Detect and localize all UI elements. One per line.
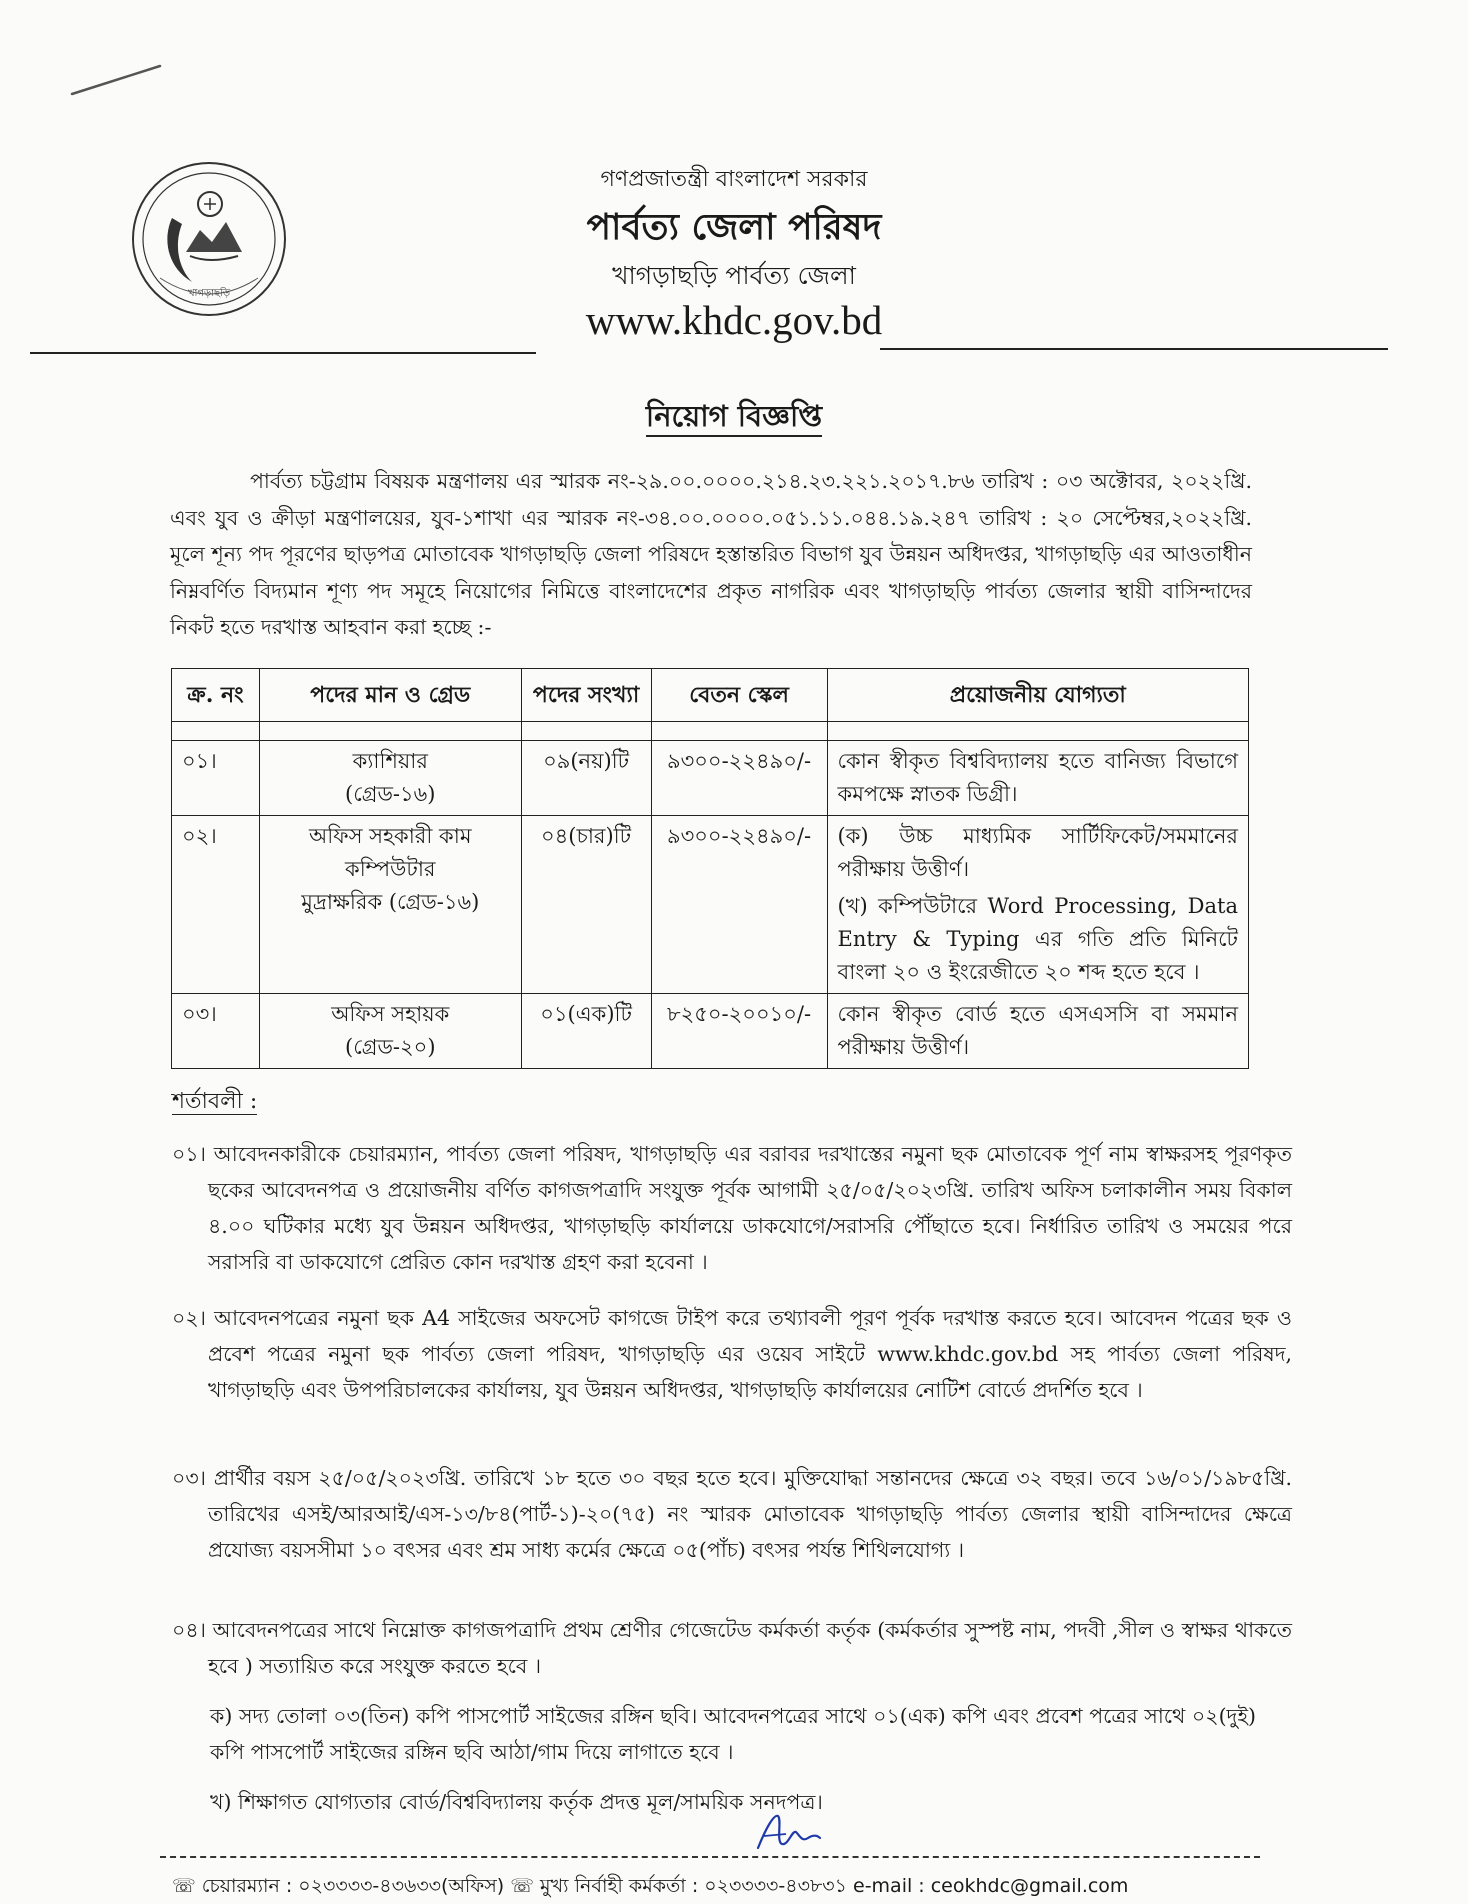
svg-text:খাগড়াছড়ি: খাগড়াছড়ি (187, 288, 231, 299)
row-qualification (827, 741, 1248, 816)
notice-title: নিয়োগ বিজ্ঞপ্তি (0, 394, 1468, 443)
condition-sub-item-kha: খ) শিক্ষাগত যোগ্যতার বোর্ড/বিশ্ববিদ্যালয় কর্তৃক প্রদত্ত মূল/সাময়িক সনদপত্র। (210, 1790, 823, 1814)
row-post (259, 816, 521, 994)
condition-item-4: ০৪। আবেদনপত্রের সাথে নিম্নোক্ত কাগজপত্রাদি প্রথম শ্রেণীর গেজেটেড কর্মকর্তা কর্তৃক (কর্মকর্তার সুস্পষ্ট নাম, পদবী ,সীল ও স্বাক্ষর থাকতে হবে ) সত্যায়িত করে সংযুক্ত করতে হবে । (172, 1618, 1292, 1678)
footer-contact: ☏ চেয়ারম্যান : ০২৩৩৩৩-৪৩৬৩৩(অফিস) ☏ মুখ্য নির্বাহী কর্মকর্তা : ০২৩৩৩৩-৪৩৮৩১ e-mail : ceokhdc@gmail.com (172, 1875, 1129, 1897)
vacancy-table (171, 668, 1249, 1069)
col-header-post: পদের মান ও গ্রেড (259, 669, 521, 722)
website-header[interactable]: www.khdc.gov.bd (585, 297, 883, 343)
col-header-serial: ক্র. নং (172, 669, 260, 722)
table-row (172, 816, 1249, 994)
handwritten-signature (752, 1808, 824, 1854)
row-scale: ৯৩০০-২২৪৯০/- (651, 741, 827, 816)
table-row (172, 741, 1249, 816)
row-qualification (827, 994, 1248, 1069)
table-row (172, 994, 1249, 1069)
col-header-scale: বেতন স্কেল (651, 669, 827, 722)
qualification-text: (খ) কম্পিউটারে Word Processing, Data Entry & Typing এর গতি প্রতি মিনিটে বাংলা ২০ ও ইংরেজীতে ২০ শব্দ হতে হবে । (837, 894, 1238, 984)
government-name: গণপ্রজাতন্ত্রী বাংলাদেশ সরকার (600, 167, 868, 192)
post-name: অফিস সহকারী কাম কম্পিউটার (309, 824, 472, 881)
condition-item-2: ০২। আবেদনপত্রের নমুনা ছক A4 সাইজের অফসেট কাগজে টাইপ করে তথ্যাবলী পূরণ পূর্বক দরখাস্ত করতে হবে। আবেদন পত্রের ছক ও প্রবেশ পত্রের নমুনা ছক পার্বত্য জেলা পরিষদ, খাগড়াছড়ি এর ওয়েব সাইটে www.khdc.gov.bd সহ পার্বত্য জেলা পরিষদ, খাগড়াছড়ি এবং উপপরিচালকের কার্যালয়, যুব উন্নয়ন অধিদপ্তর, খাগড়াছড়ি কার্যালয়ের নোটিশ বোর্ডে প্রদর্শিত হবে । (172, 1306, 1292, 1402)
condition-item-1: ০১। আবেদনকারীকে চেয়ারম্যান, পার্বত্য জেলা পরিষদ, খাগড়াছড়ি এর বরাবর দরখাস্তের নমুনা ছক মোতাবেক পূর্ণ নাম স্বাক্ষরসহ পূরণকৃত ছকের আবেদনপত্র ও প্রয়োজনীয় বর্ণিত কাগজপত্রাদি সংযুক্ত পূর্বক আগামী ২৫/০৫/২০২৩খ্রি. তারিখ অফিস চলাকালীন সময় বিকাল ৪.০০ ঘটিকার মধ্যে যুব উন্নয়ন অধিদপ্তর, খাগড়াছড়ি কার্যালয়ে ডাকযোগে/সরাসরি পৌঁছাতে হবে। নির্ধারিত তারিখ ও সময়ের পরে সরাসরি বা ডাকযোগে প্রেরিত কোন দরখাস্ত গ্রহণ করা হবেনা । (172, 1142, 1292, 1274)
condition-item-3: ০৩। প্রার্থীর বয়স ২৫/০৫/২০২৩খ্রি. তারিখে ১৮ হতে ৩০ বছর হতে হবে। মুক্তিযোদ্ধা সন্তানদের ক্ষেত্রে ৩২ বছর। তবে ১৬/০১/১৯৮৫খ্রি. তারিখের এসই/আরআই/এস-১৩/৮৪(পার্ট-১)-২০(৭৫) নং স্মারক মোতাবেক খাগড়াছড়ি পার্বত্য জেলার স্থায়ী বাসিন্দাদের ক্ষেত্রে প্রযোজ্য বয়সসীমা ১০ বৎসর এবং শ্রম সাধ্য কর্মের ক্ষেত্রে ০৫(পাঁচ) বৎসর পর্যন্ত শিথিলযোগ্য । (172, 1466, 1292, 1562)
table-spacer-row (172, 722, 1249, 741)
terms-heading: শর্তাবলী : (172, 1089, 258, 1114)
header-rule-right (880, 348, 1388, 350)
post-name: ক্যাশিয়ার (352, 749, 428, 773)
row-post (259, 994, 521, 1069)
footer-dashed-rule (160, 1856, 1260, 1858)
row-count: ০৪(চার)টি (521, 816, 651, 994)
post-grade: (গ্রেড-১৬) (345, 782, 436, 806)
post-grade: (গ্রেড-২০) (345, 1035, 436, 1059)
header-rule-left (30, 352, 536, 354)
qualification-text: কোন স্বীকৃত বিশ্ববিদ্যালয় হতে বানিজ্য বিভাগে কমপক্ষে স্নাতক ডিগ্রী। (837, 749, 1238, 806)
district-name: খাগড়াছড়ি পার্বত্য জেলা (612, 261, 856, 290)
row-qualification (827, 816, 1248, 994)
table-header-row (172, 669, 1249, 722)
row-scale: ৮২৫০-২০০১০/- (651, 994, 827, 1069)
col-header-qualification: প্রয়োজনীয় যোগ্যতা (827, 669, 1248, 722)
qualification-text: (ক) উচ্চ মাধ্যমিক সার্টিফিকেট/সমমানের পরীক্ষায় উত্তীর্ণ। (837, 824, 1238, 881)
condition-sub-item-ka: ক) সদ্য তোলা ০৩(তিন) কপি পাসপোর্ট সাইজের রঙ্গিন ছবি। আবেদনপত্রের সাথে ০১(এক) কপি এবং প্রবেশ পত্রের সাথে ০২(দুই) কপি পাসপোর্ট সাইজের রঙ্গিন ছবি আঠা/গাম দিয়ে লাগাতে হবে । (210, 1704, 1256, 1764)
row-serial: ০২। (172, 816, 260, 994)
qualification-text: কোন স্বীকৃত বোর্ড হতে এসএসসি বা সমমান পরীক্ষায় উত্তীর্ণ। (837, 1002, 1238, 1059)
row-post (259, 741, 521, 816)
notice-intro-paragraph: পার্বত্য চট্টগ্রাম বিষয়ক মন্ত্রণালয় এর স্মারক নং-২৯.০০.০০০০.২১৪.২৩.২২১.২০১৭.৮৬ তারিখ : ০৩ অক্টোবর, ২০২২খ্রি. এবং যুব ও ক্রীড়া মন্ত্রণালয়ের, যুব-১শাখা এর স্মারক নং-৩৪.০০.০০০০.০৫১.১১.০৪৪.১৯.২৪৭ তারিখ : ২০ সেপ্টেম্বর,২০২২খ্রি. মূলে শূন্য পদ পূরণের ছাড়পত্র মোতাবেক খাগড়াছড়ি জেলা পরিষদে হস্তান্তরিত বিভাগ যুব উন্নয়ন অধিদপ্তর, খাগড়াছড়ি এর আওতাধীন নিম্নবর্ণিত বিদ্যমান শূণ্য পদ সমূহে নিয়োগের নিমিত্তে বাংলাদেশের প্রকৃত নাগরিক এবং খাগড়াছড়ি পার্বত্য জেলার স্থায়ী বাসিন্দাদের নিকট হতে দরখাস্ত আহবান করা হচ্ছে :- (170, 469, 1252, 639)
council-name: পার্বত্য জেলা পরিষদ (586, 206, 882, 248)
row-serial: ০৩। (172, 994, 260, 1069)
post-name: অফিস সহায়ক (331, 1002, 450, 1026)
row-scale: ৯৩০০-২২৪৯০/- (651, 816, 827, 994)
row-count: ০৯(নয়)টি (521, 741, 651, 816)
post-grade: মুদ্রাক্ষরিক (গ্রেড-১৬) (301, 890, 480, 914)
row-serial: ০১। (172, 741, 260, 816)
pen-stroke-mark (68, 62, 164, 98)
col-header-count: পদের সংখ্যা (521, 669, 651, 722)
row-count: ০১(এক)টি (521, 994, 651, 1069)
